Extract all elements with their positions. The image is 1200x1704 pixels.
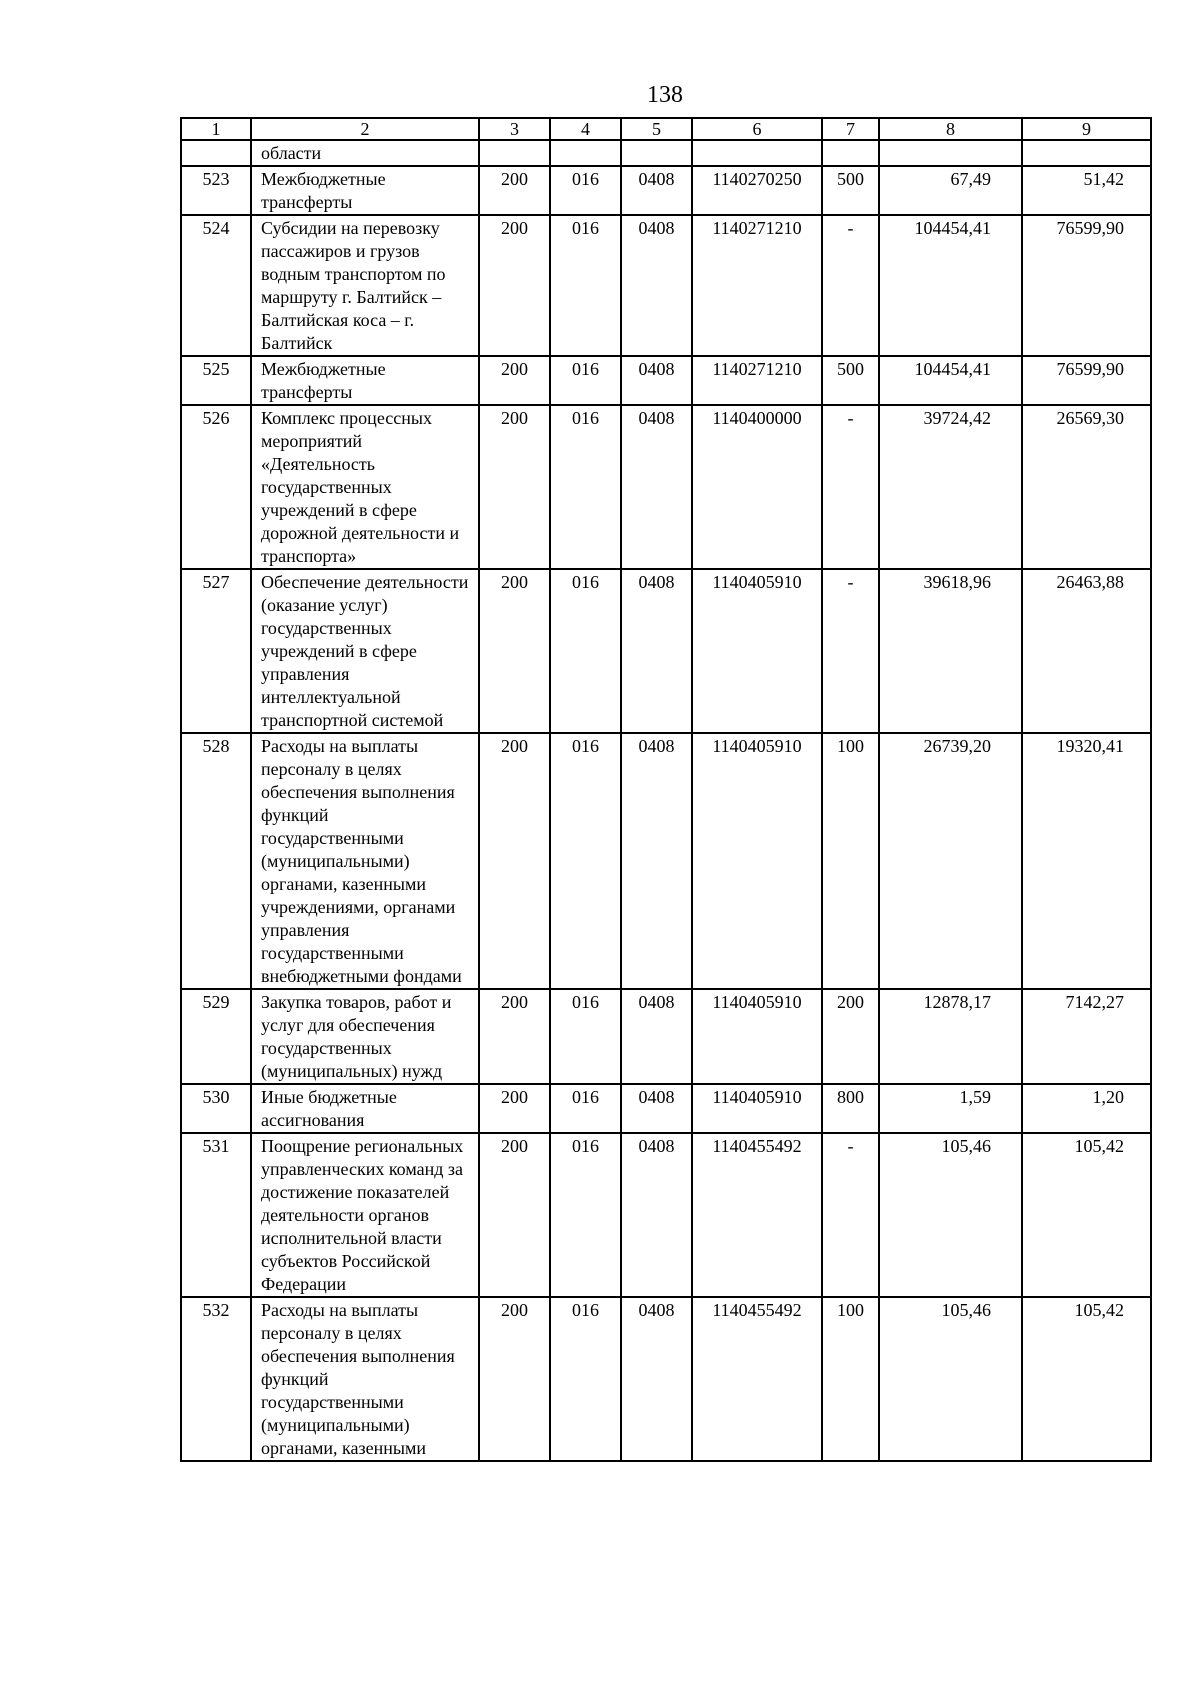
row-cell-4 — [550, 140, 621, 166]
table-row — [181, 356, 1151, 405]
row-cell-4: 016 — [550, 1133, 621, 1297]
row-type-cell — [822, 140, 879, 166]
row-type-cell: 100 — [822, 1297, 879, 1461]
row-cell-5: 0408 — [621, 356, 692, 405]
row-cell-5: 0408 — [621, 166, 692, 215]
row-code-cell: 1140405910 — [692, 569, 822, 733]
table-row — [181, 989, 1151, 1084]
row-type-cell: 500 — [822, 356, 879, 405]
row-type-cell: 800 — [822, 1084, 879, 1133]
row-amount-cell-9: 76599,90 — [1022, 356, 1151, 405]
row-type-cell: - — [822, 569, 879, 733]
table-body — [181, 140, 1151, 1461]
row-amount-cell-9: 26463,88 — [1022, 569, 1151, 733]
row-cell-5: 0408 — [621, 569, 692, 733]
row-cell-3: 200 — [479, 405, 550, 569]
row-cell-3: 200 — [479, 733, 550, 989]
table-row — [181, 1133, 1151, 1297]
row-number-cell: 526 — [181, 405, 251, 569]
row-amount-cell-9: 51,42 — [1022, 166, 1151, 215]
row-type-cell: 500 — [822, 166, 879, 215]
row-amount-cell-8: 1,59 — [879, 1084, 1022, 1133]
row-cell-3: 200 — [479, 356, 550, 405]
row-amount-cell-8: 39724,42 — [879, 405, 1022, 569]
row-code-cell: 1140405910 — [692, 733, 822, 989]
row-name-cell: Межбюджетные трансферты — [251, 356, 479, 405]
row-amount-cell-8: 26739,20 — [879, 733, 1022, 989]
row-name-cell: Комплекс процессных мероприятий «Деятельность государственных учреждений в сфере дорожной деятельности и транспорта» — [251, 405, 479, 569]
row-number-cell: 527 — [181, 569, 251, 733]
row-cell-3: 200 — [479, 215, 550, 356]
header-cell-6: 6 — [692, 118, 822, 140]
row-amount-cell-9: 76599,90 — [1022, 215, 1151, 356]
header-cell-2: 2 — [251, 118, 479, 140]
row-cell-5: 0408 — [621, 1297, 692, 1461]
table-row — [181, 215, 1151, 356]
row-type-cell: 200 — [822, 989, 879, 1084]
row-cell-4: 016 — [550, 405, 621, 569]
header-cell-3: 3 — [479, 118, 550, 140]
row-cell-4: 016 — [550, 1084, 621, 1133]
row-amount-cell-9: 19320,41 — [1022, 733, 1151, 989]
row-cell-5: 0408 — [621, 215, 692, 356]
row-code-cell: 1140405910 — [692, 989, 822, 1084]
row-number-cell: 524 — [181, 215, 251, 356]
table-row — [181, 569, 1151, 733]
row-number-cell — [181, 140, 251, 166]
row-cell-3 — [479, 140, 550, 166]
row-cell-3: 200 — [479, 166, 550, 215]
row-code-cell: 1140270250 — [692, 166, 822, 215]
budget-table — [180, 117, 1152, 1462]
header-cell-1: 1 — [181, 118, 251, 140]
row-cell-5: 0408 — [621, 405, 692, 569]
row-amount-cell-9: 105,42 — [1022, 1133, 1151, 1297]
row-code-cell: 1140271210 — [692, 215, 822, 356]
row-amount-cell-8: 12878,17 — [879, 989, 1022, 1084]
header-cell-9: 9 — [1022, 118, 1151, 140]
row-amount-cell-8: 104454,41 — [879, 356, 1022, 405]
row-amount-cell-8: 105,46 — [879, 1297, 1022, 1461]
row-number-cell: 529 — [181, 989, 251, 1084]
row-amount-cell-9: 7142,27 — [1022, 989, 1151, 1084]
row-code-cell: 1140405910 — [692, 1084, 822, 1133]
row-cell-3: 200 — [479, 1084, 550, 1133]
table-row — [181, 1084, 1151, 1133]
header-cell-8: 8 — [879, 118, 1022, 140]
row-amount-cell-9: 1,20 — [1022, 1084, 1151, 1133]
row-number-cell: 523 — [181, 166, 251, 215]
row-name-cell: Закупка товаров, работ и услуг для обеспечения государственных (муниципальных) нужд — [251, 989, 479, 1084]
table-row — [181, 733, 1151, 989]
row-cell-5: 0408 — [621, 1133, 692, 1297]
row-name-cell: Обеспечение деятельности (оказание услуг) государственных учреждений в сфере управления интеллектуальной транспортной системой — [251, 569, 479, 733]
header-cell-4: 4 — [550, 118, 621, 140]
row-number-cell: 530 — [181, 1084, 251, 1133]
row-amount-cell-8: 105,46 — [879, 1133, 1022, 1297]
row-number-cell: 528 — [181, 733, 251, 989]
table-row — [181, 140, 1151, 166]
row-number-cell: 531 — [181, 1133, 251, 1297]
row-name-cell: Поощрение региональных управленческих команд за достижение показателей деятельности органов исполнительной власти субъектов Российской Федерации — [251, 1133, 479, 1297]
row-cell-3: 200 — [479, 1133, 550, 1297]
row-name-cell: Межбюджетные трансферты — [251, 166, 479, 215]
row-cell-4: 016 — [550, 1297, 621, 1461]
table-row — [181, 166, 1151, 215]
row-name-cell: Субсидии на перевозку пассажиров и грузов водным транспортом по маршруту г. Балтийск – Балтийская коса – г. Балтийск — [251, 215, 479, 356]
row-amount-cell-8: 67,49 — [879, 166, 1022, 215]
row-cell-5: 0408 — [621, 989, 692, 1084]
row-cell-3: 200 — [479, 989, 550, 1084]
row-code-cell: 1140455492 — [692, 1133, 822, 1297]
row-amount-cell-8: 104454,41 — [879, 215, 1022, 356]
row-number-cell: 532 — [181, 1297, 251, 1461]
row-cell-3: 200 — [479, 1297, 550, 1461]
row-code-cell: 1140400000 — [692, 405, 822, 569]
header-row — [181, 118, 1151, 140]
header-cell-7: 7 — [822, 118, 879, 140]
row-name-cell: области — [251, 140, 479, 166]
row-type-cell: - — [822, 405, 879, 569]
row-cell-4: 016 — [550, 356, 621, 405]
row-code-cell: 1140271210 — [692, 356, 822, 405]
row-code-cell: 1140455492 — [692, 1297, 822, 1461]
row-cell-5: 0408 — [621, 733, 692, 989]
row-cell-4: 016 — [550, 733, 621, 989]
row-number-cell: 525 — [181, 356, 251, 405]
row-name-cell: Расходы на выплаты персоналу в целях обеспечения выполнения функций государственными (муниципальными) органами, казенными — [251, 1297, 479, 1461]
row-name-cell: Иные бюджетные ассигнования — [251, 1084, 479, 1133]
row-name-cell: Расходы на выплаты персоналу в целях обеспечения выполнения функций государственными (муниципальными) органами, казенными учреждениями, органами управления государственными внебюджетными фондами — [251, 733, 479, 989]
row-amount-cell-8: 39618,96 — [879, 569, 1022, 733]
row-amount-cell-9 — [1022, 140, 1151, 166]
row-cell-5 — [621, 140, 692, 166]
row-cell-5: 0408 — [621, 1084, 692, 1133]
row-type-cell: 100 — [822, 733, 879, 989]
row-cell-3: 200 — [479, 569, 550, 733]
row-cell-4: 016 — [550, 215, 621, 356]
row-cell-4: 016 — [550, 989, 621, 1084]
row-amount-cell-8 — [879, 140, 1022, 166]
table-row — [181, 1297, 1151, 1461]
row-cell-4: 016 — [550, 166, 621, 215]
row-code-cell — [692, 140, 822, 166]
row-type-cell: - — [822, 1133, 879, 1297]
row-cell-4: 016 — [550, 569, 621, 733]
header-cell-5: 5 — [621, 118, 692, 140]
row-amount-cell-9: 26569,30 — [1022, 405, 1151, 569]
row-amount-cell-9: 105,42 — [1022, 1297, 1151, 1461]
page-number: 138 — [647, 82, 683, 108]
row-type-cell: - — [822, 215, 879, 356]
table-row — [181, 405, 1151, 569]
